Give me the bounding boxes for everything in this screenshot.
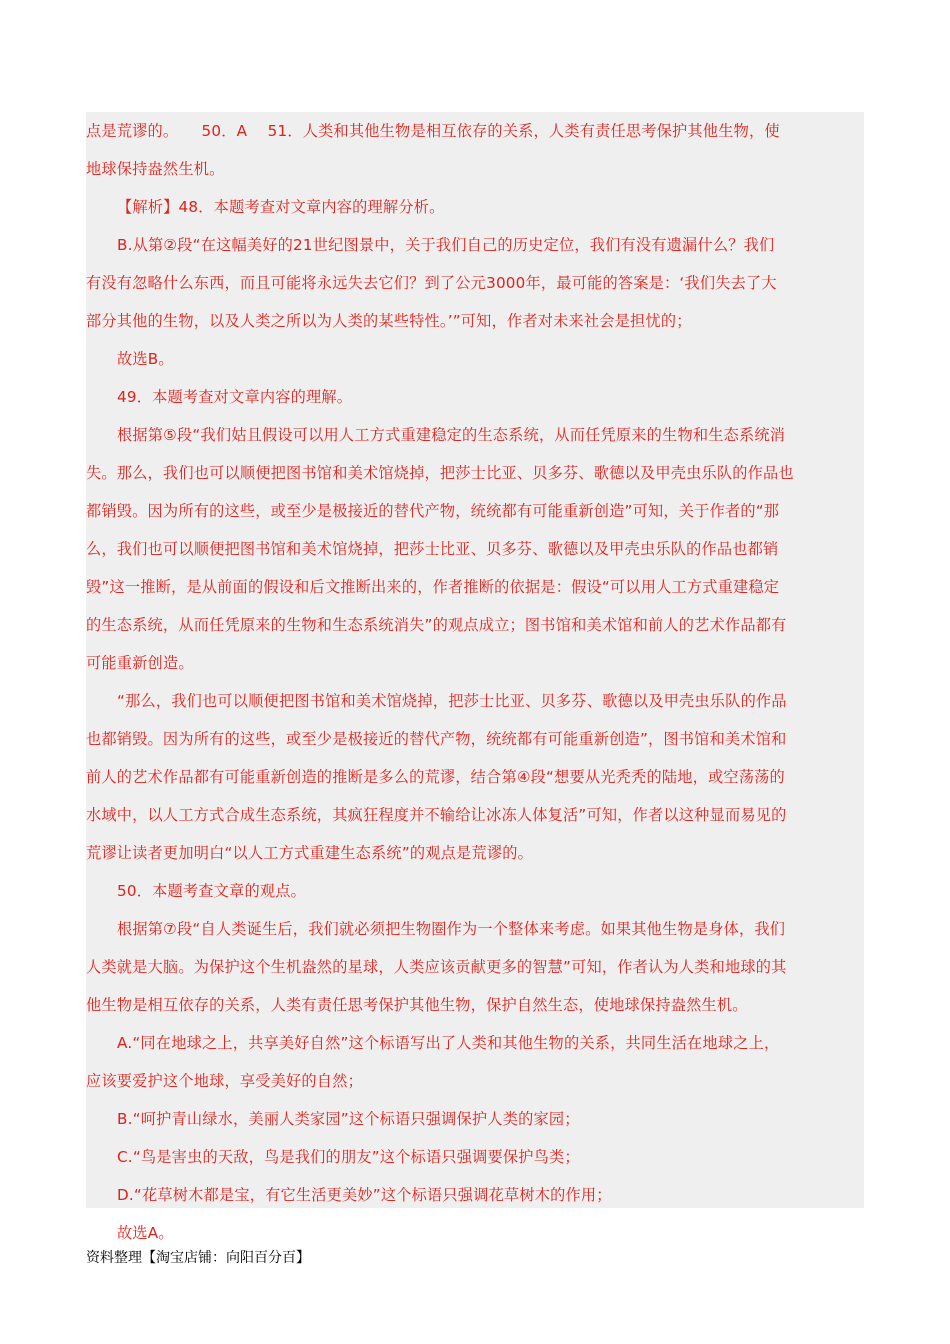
- text-line: 【解析】48．本题考查对文章内容的理解分析。: [117, 198, 445, 216]
- text-line: 毁”这一推断，是从前面的假设和后文推断出来的，作者推断的依据是：假设“可以用人工方式重建稳定: [86, 578, 780, 596]
- text-line: 他生物是相互依存的关系，人类有责任思考保护其他生物，保护自然生态，使地球保持盎然生机。: [86, 996, 748, 1014]
- page-footer: 资料整理【淘宝店铺：向阳百分百】: [86, 1250, 310, 1266]
- text-line: 水域中，以人工方式合成生态系统，其疯狂程度并不输给让冰冻人体复活”可知，作者以这种显而易见的: [86, 806, 787, 824]
- text-line: C.“鸟是害虫的天敌，鸟是我们的朋友”这个标语只强调要保护鸟类；: [117, 1148, 580, 1166]
- text-line: A.“同在地球之上，共享美好自然”这个标语写出了人类和其他生物的关系，共同生活在地球之上，: [117, 1034, 780, 1052]
- text-line: 么，我们也可以顺便把图书馆和美术馆烧掉，把莎士比亚、贝多芬、歌德以及甲壳虫乐队的作品也都销: [86, 540, 779, 558]
- answer-analysis-block: [86, 112, 864, 1242]
- text-line: 50．本题考查文章的观点。: [117, 882, 306, 900]
- analysis-text: [86, 112, 864, 1252]
- text-line: B.从第②段“在这幅美好的21世纪图景中，关于我们自己的历史定位，我们有没有遗漏什么？我们: [117, 236, 775, 254]
- text-line: D.“花草树木都是宝，有它生活更美妙”这个标语只强调花草树木的作用；: [117, 1186, 612, 1204]
- text-line: 根据第⑤段“我们姑且假设可以用人工方式重建稳定的生态系统，从而任凭原来的生物和生态系统消: [117, 426, 786, 444]
- text-line: 失。那么，我们也可以顺便把图书馆和美术馆烧掉，把莎士比亚、贝多芬、歌德以及甲壳虫乐队的作品也: [86, 464, 794, 482]
- text-line: 都销毁。因为所有的这些，或至少是极接近的替代产物，统统都有可能重新创造”可知，关于作者的“那: [86, 502, 780, 520]
- text-line: 的生态系统，从而任凭原来的生物和生态系统消失”的观点成立；图书馆和美术馆和前人的艺术作品都有: [86, 616, 787, 634]
- text-line: 根据第⑦段“自人类诞生后，我们就必须把生物圈作为一个整体来考虑。如果其他生物是身体，我们: [117, 920, 786, 938]
- text-line: “那么，我们也可以顺便把图书馆和美术馆烧掉，把莎士比亚、贝多芬、歌德以及甲壳虫乐队的作品: [117, 692, 787, 710]
- text-line: 地球保持盎然生机。: [86, 160, 225, 178]
- text-line: 有没有忽略什么东西，而且可能将永远失去它们？到了公元3000年，最可能的答案是：‘我们失去了大: [86, 274, 777, 292]
- text-line: 可能重新创造。: [86, 654, 194, 672]
- text-line: 点是荒谬的。 50．A 51．人类和其他生物是相互依存的关系，人类有责任思考保护其他生物，使: [86, 122, 780, 140]
- text-line: B.“呵护青山绿水，美丽人类家园”这个标语只强调保护人类的家园；: [117, 1110, 580, 1128]
- text-line: 故选A。: [117, 1224, 174, 1242]
- text-line: 荒谬让读者更加明白“以人工方式重建生态系统”的观点是荒谬的。: [86, 844, 533, 862]
- text-line: 前人的艺术作品都有可能重新创造的推断是多么的荒谬，结合第④段“想要从光秃秃的陆地，或空荡荡的: [86, 768, 785, 786]
- text-line: 人类就是大脑。为保护这个生机盎然的星球，人类应该贡献更多的智慧”可知，作者认为人类和地球的其: [86, 958, 787, 976]
- text-line: 也都销毁。因为所有的这些，或至少是极接近的替代产物，统统都有可能重新创造”，图书馆和美术馆和: [86, 730, 787, 748]
- text-line: 故选B。: [117, 350, 174, 368]
- text-line: 应该要爱护这个地球，享受美好的自然；: [86, 1072, 363, 1090]
- text-line: 49．本题考查对文章内容的理解。: [117, 388, 353, 406]
- text-line: 部分其他的生物，以及人类之所以为人类的某些特性。’”可知，作者对未来社会是担忧的；: [86, 312, 692, 330]
